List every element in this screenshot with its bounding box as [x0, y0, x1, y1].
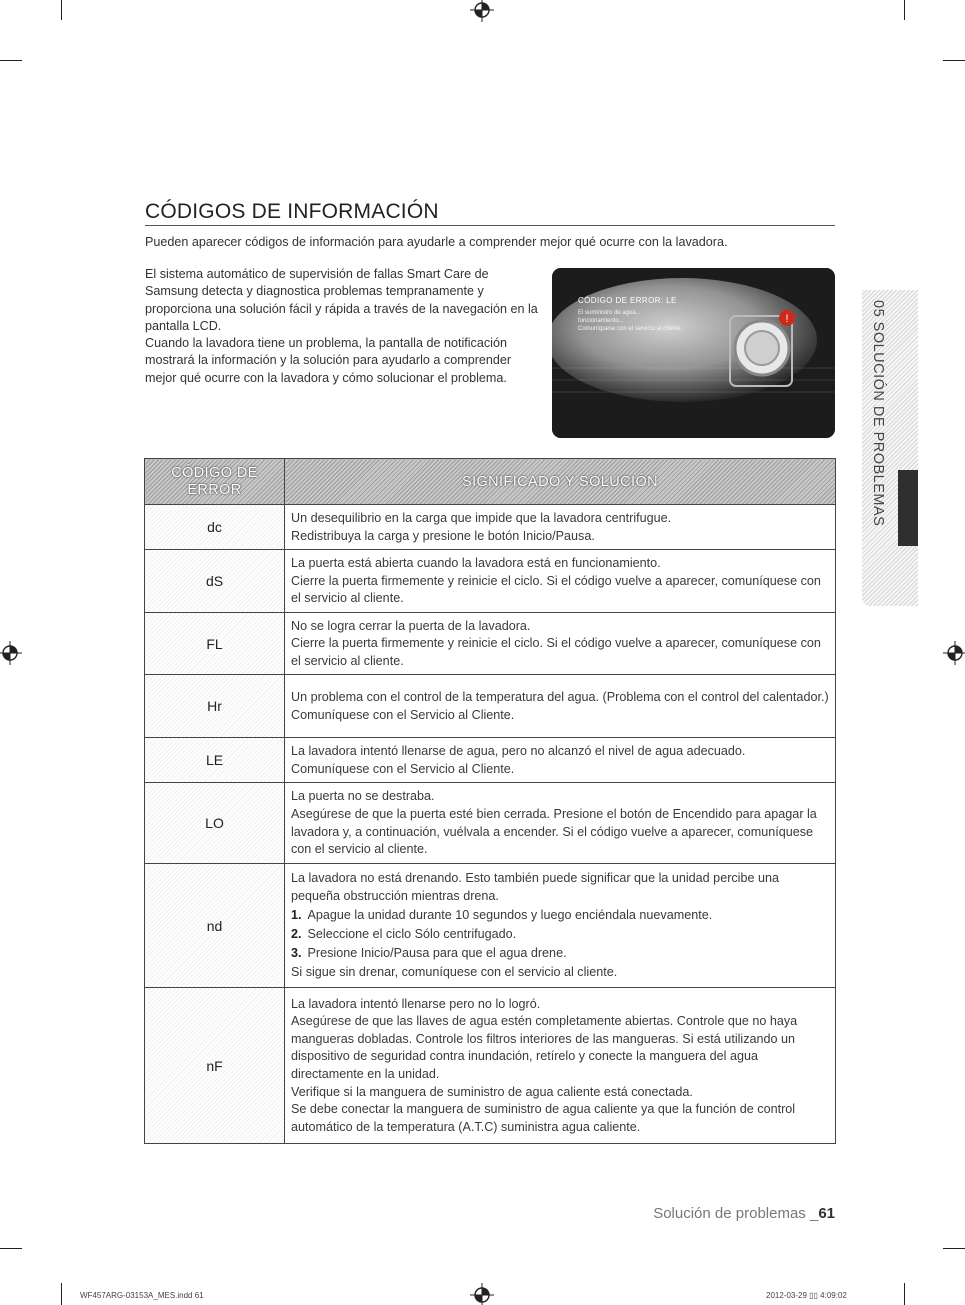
svg-text:!: ! — [785, 313, 789, 325]
description-line: Redistribuya la carga y presione le botón Inicio/Pausa. — [291, 528, 595, 543]
print-timestamp: 2012-03-29 ▯▯ 4:09:02 — [766, 1291, 847, 1300]
description-line: Cierre la puerta firmemente y reinicie el ciclo. Si el código vuelve a aparecer, comuníquese con el servicio al cliente. — [291, 573, 821, 606]
description-line: Un desequilibrio en la carga que impide que la lavadora centrifugue. — [291, 510, 672, 525]
description-line: Cierre la puerta firmemente y reinicie el ciclo. Si el código vuelve a aparecer, comuníquese con el servicio al cliente. — [291, 636, 821, 668]
error-description — [285, 988, 836, 1144]
page-footer — [653, 1205, 835, 1222]
error-description — [285, 550, 836, 613]
table-row — [145, 783, 836, 864]
lcd-text-line: El suministro de agua... — [578, 310, 641, 316]
error-description — [285, 864, 836, 988]
error-code: LO — [145, 783, 285, 864]
error-description — [285, 675, 836, 738]
table-row — [145, 505, 836, 550]
section-title: CÓDIGOS DE INFORMACIÓN — [145, 200, 835, 226]
error-code: dS — [145, 550, 285, 613]
step-item — [291, 925, 829, 944]
description-line: La puerta no se destraba. — [291, 789, 435, 804]
lcd-text-line: funcionamiento... — [578, 318, 624, 324]
table-row — [145, 864, 836, 988]
step-text: Seleccione el ciclo Sólo centrifugado. — [307, 926, 517, 941]
description-line: Un problema con el control de la temperatura del agua. (Problema con el control del calentador.) — [291, 689, 829, 704]
error-code-table — [144, 458, 836, 1144]
description-line: Asegúrese de que las llaves de agua estén completamente abiertas. Controle que no haya mangueras dobladas. Controle los filtros interiores de las mangueras. Si está utilizando un dispositivo de seguridad contra inundación, retírelo y conecte la manguera del agua directamente en la unidad. — [291, 1014, 798, 1081]
paragraph: El sistema automático de supervisión de fallas Smart Care de Samsung detecta y diagnostica problemas tempranamente y proporciona una solución fácil y rápida a través de la navegación en la pantalla LCD. — [145, 267, 538, 333]
description-line: Comuníquese con el Servicio al Cliente. — [291, 761, 515, 776]
chapter-tab-marker — [898, 470, 918, 546]
registration-mark-icon — [470, 0, 494, 22]
lcd-screen-illustration — [552, 268, 835, 438]
step-item — [291, 906, 829, 925]
error-code: FL — [145, 613, 285, 675]
step-number: 1. — [291, 907, 302, 922]
description-line: Si sigue sin drenar, comuníquese con el servicio al cliente. — [291, 964, 618, 979]
error-code: nF — [145, 988, 285, 1144]
registration-mark-icon — [943, 641, 965, 665]
column-header-code: CÓDIGO DE ERROR — [145, 459, 285, 505]
description-line: La lavadora intentó llenarse de agua, pero no alcanzó el nivel de agua adecuado. — [291, 743, 746, 758]
lcd-text-line: Comuníquese con el servicio al cliente. — [578, 326, 683, 332]
crop-mark — [904, 1283, 905, 1305]
step-number: 2. — [291, 926, 302, 941]
footer-section-name: Solución de problemas _ — [653, 1205, 819, 1222]
error-description — [285, 783, 836, 864]
registration-mark-icon — [0, 641, 22, 665]
crop-mark — [61, 0, 62, 20]
description-line: No se logra cerrar la puerta de la lavadora. — [291, 618, 531, 633]
intro-text: Pueden aparecer códigos de información para ayudarle a comprender mejor qué ocurre con la lavadora. — [145, 235, 728, 249]
page-number: 61 — [818, 1205, 835, 1222]
description — [145, 266, 545, 387]
crop-mark — [61, 1283, 62, 1305]
chapter-tab-label: 05 SOLUCIÓN DE PROBLEMAS — [870, 300, 886, 527]
step-text: Presione Inicio/Pausa para que el agua drene. — [307, 945, 567, 960]
table-row — [145, 738, 836, 783]
description-line: La puerta está abierta cuando la lavadora está en funcionamiento. — [291, 556, 661, 571]
table-row — [145, 675, 836, 738]
description-line: Comuníquese con el Servicio al Cliente. — [291, 707, 515, 722]
error-description — [285, 613, 836, 675]
registration-mark-icon — [470, 1283, 494, 1305]
crop-mark — [904, 0, 905, 20]
table-row — [145, 988, 836, 1144]
crop-mark — [0, 1248, 22, 1249]
paragraph: Cuando la lavadora tiene un problema, la pantalla de notificación mostrará la información y la solución para ayudarlo a comprender mejor qué ocurre con la lavadora y cómo solucionar el problema. — [145, 336, 512, 385]
error-description — [285, 505, 836, 550]
description-line: Asegúrese de que la puerta esté bien cerrada. Presione el botón de Encendido para apagar la lavadora y, a continuación, vuélvala a encender. Si el código vuelve a aparecer, comuníquese con el servicio al cliente. — [291, 806, 817, 857]
step-text: Apague la unidad durante 10 segundos y luego enciéndala nuevamente. — [307, 907, 713, 922]
crop-mark — [0, 60, 22, 61]
error-code: dc — [145, 505, 285, 550]
description-line: Verifique si la manguera de suministro de agua caliente está conectada. — [291, 1084, 693, 1099]
crop-mark — [943, 60, 965, 61]
crop-mark — [943, 1248, 965, 1249]
error-code: nd — [145, 864, 285, 988]
file-slug: WF457ARG-03153A_MES.indd 61 — [80, 1291, 204, 1300]
step-item — [291, 944, 829, 963]
error-code: LE — [145, 738, 285, 783]
description-line: La lavadora no está drenando. Esto también puede significar que la unidad percibe una pequeña obstrucción mientras drena. — [291, 871, 780, 903]
error-description — [285, 738, 836, 783]
column-header-meaning: SIGNIFICADO Y SOLUCIÓN — [285, 459, 836, 505]
error-code: Hr — [145, 675, 285, 738]
table-row — [145, 550, 836, 613]
step-number: 3. — [291, 945, 302, 960]
lcd-error-heading: CÓDIGO DE ERROR: LE — [578, 296, 677, 305]
description-line: Se debe conectar la manguera de suministro de agua caliente ya que la función de control automático de la temperatura (A.T.C) suministra agua caliente. — [291, 1102, 796, 1134]
description-line: La lavadora intentó llenarse pero no lo logró. — [291, 996, 541, 1011]
table-row — [145, 613, 836, 675]
